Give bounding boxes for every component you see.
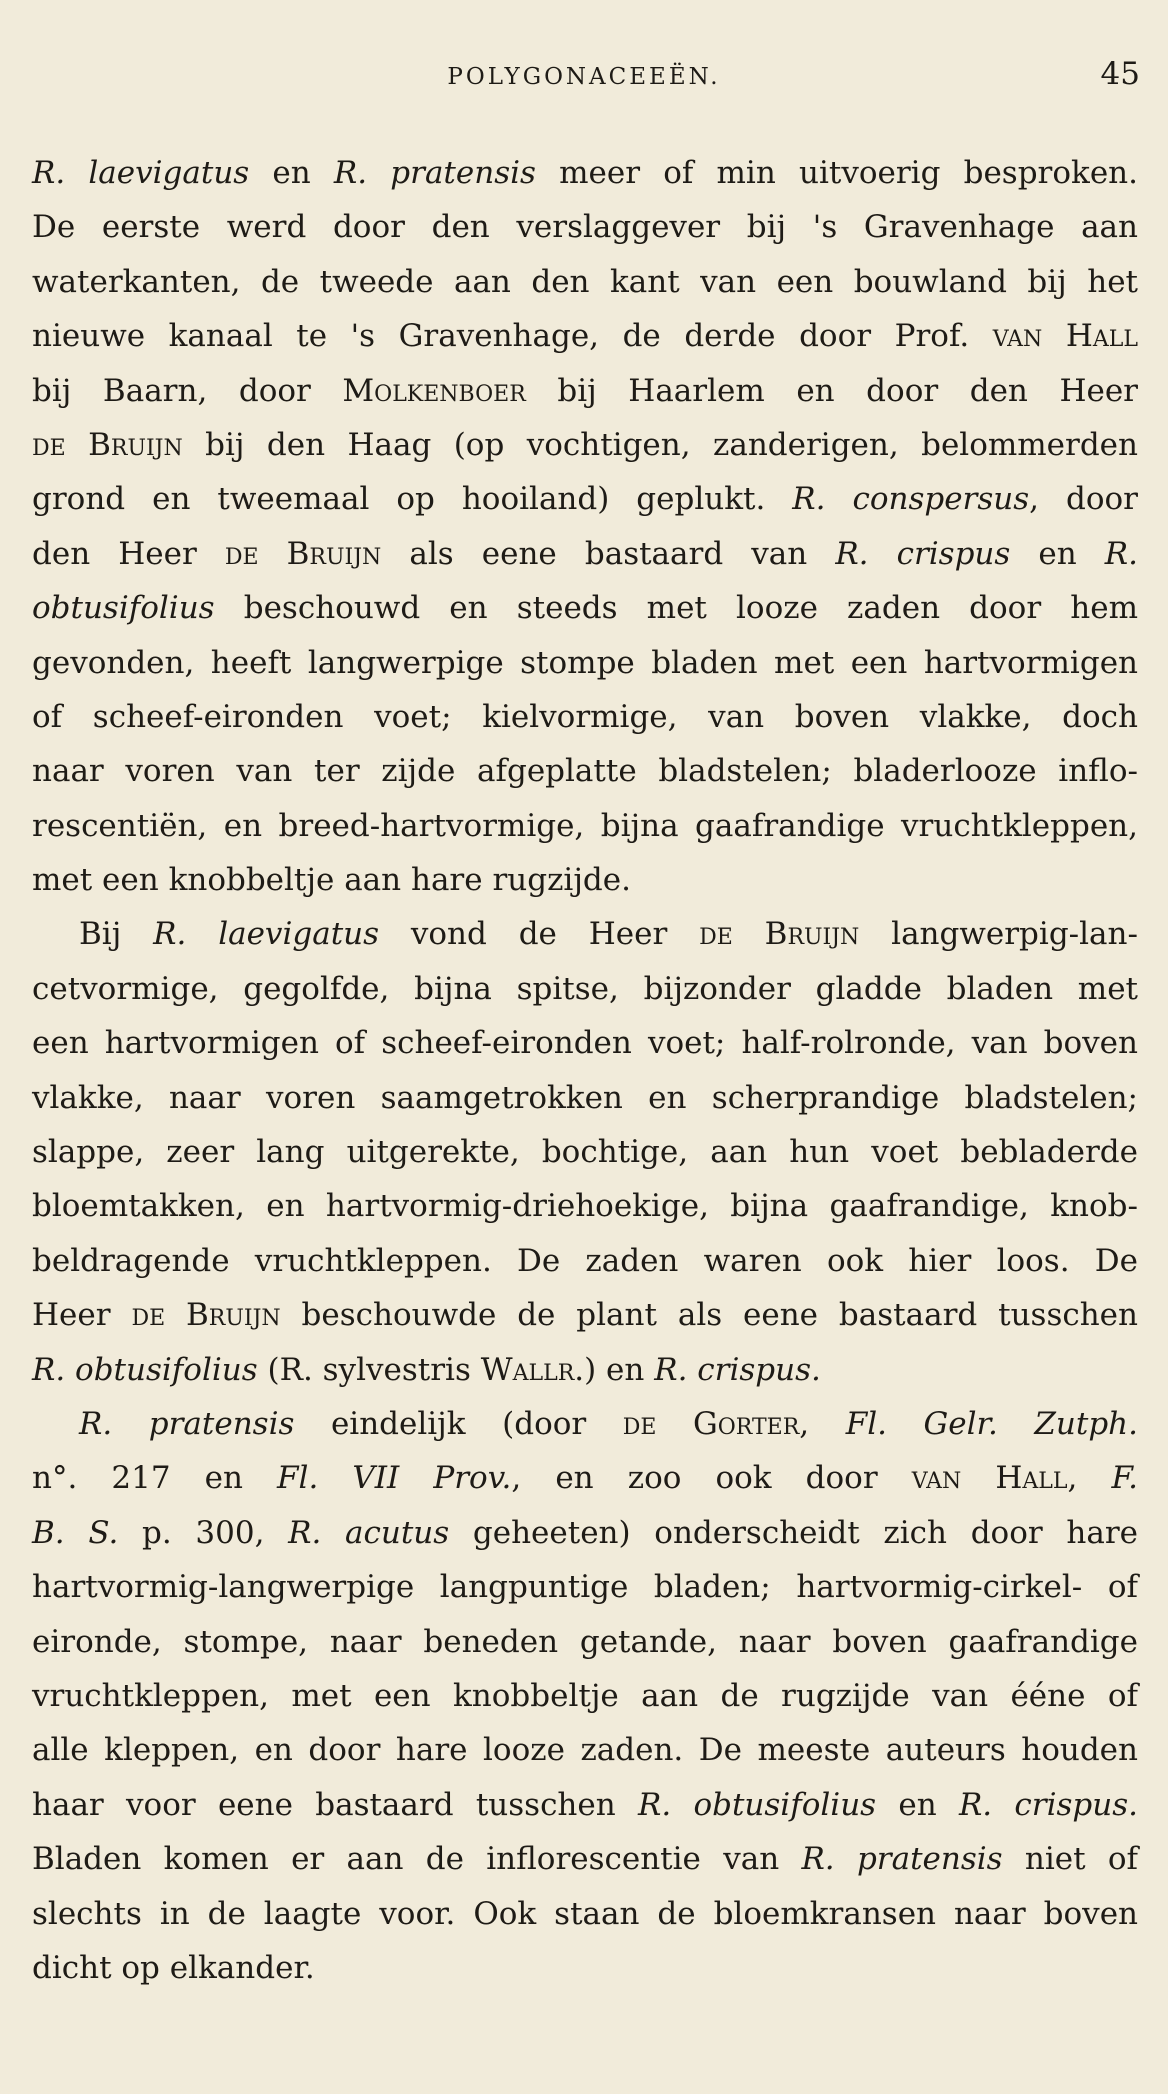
text-line (32, 1071, 1138, 1125)
italic-segment: F. (1111, 1460, 1138, 1497)
text-segment: gevonden, heeft langwerpige stompe bladen met een hartvormigen (32, 644, 1138, 681)
text-segment: haar voor eene bastaard tusschen (32, 1786, 638, 1823)
smallcaps-segment: Molkenboer (342, 372, 526, 409)
smallcaps-segment: van Hall (911, 1460, 1068, 1497)
text-segment: n°. 217 en (32, 1460, 278, 1497)
text-line (32, 636, 1138, 690)
text-segment: en (1010, 535, 1105, 572)
text-segment: eindelijk (door (294, 1405, 623, 1442)
text-segment: vlakke, naar voren saamgetrokken en scherprandige bladstelen; (32, 1079, 1138, 1116)
text-line (32, 255, 1138, 309)
text-segment: ) en (584, 1351, 655, 1388)
text-segment: en (249, 155, 334, 191)
text-line (32, 1397, 1138, 1451)
text-line (32, 799, 1138, 853)
text-segment: den Heer (32, 535, 225, 572)
smallcaps-segment: van Hall (992, 318, 1138, 355)
italic-segment: Fl. VII Prov. (277, 1460, 512, 1497)
italic-segment: R. obtusifolius (32, 1351, 258, 1388)
text-segment: vond de Heer (379, 916, 700, 953)
italic-segment: R. laevigatus (32, 155, 250, 191)
text-segment: beschouwde de plant als eene bastaard tusschen (280, 1297, 1138, 1334)
text-line (32, 1887, 1138, 1941)
text-segment: cetvormige, gegolfde, bijna spitse, bijzonder gladde bladen met (32, 970, 1138, 1007)
text-line (32, 1343, 1138, 1397)
text-segment: , (1067, 1460, 1112, 1497)
text-segment: dicht op elkander. (32, 1949, 315, 1986)
text-line (32, 581, 1138, 635)
text-line (32, 1234, 1138, 1288)
text-line (32, 200, 1138, 254)
text-segment: rescentiën, en breed-hartvormige, bijna gaafrandige vruchtkleppen, (32, 807, 1138, 844)
text-segment: , (799, 1405, 846, 1442)
text-line (32, 853, 1138, 907)
italic-segment: R. obtusifolius (638, 1786, 877, 1823)
running-head (0, 56, 1168, 96)
italic-segment: R. laevigatus (153, 916, 380, 953)
text-segment: bij Baarn, door (32, 372, 343, 409)
text-segment: De eerste werd door den verslaggever bij 's Gravenhage aan (32, 209, 1138, 246)
text-segment: als eene bastaard van (381, 535, 836, 572)
smallcaps-segment: de Gorter (622, 1405, 800, 1442)
text-segment: naar voren van ter zijde afgeplatte bladstelen; bladerlooze inflo- (32, 753, 1138, 790)
text-segment: bij Haarlem en door den Heer (525, 372, 1138, 409)
text-segment: (R. sylvestris (257, 1351, 481, 1388)
text-line (32, 1125, 1138, 1179)
text-line (32, 1560, 1138, 1614)
text-segment: grond en tweemaal op hooiland) geplukt. (32, 481, 793, 518)
text-line (32, 418, 1138, 472)
text-segment: geheeten) onderscheidt zich door hare (449, 1514, 1138, 1551)
italic-segment: R. crispus (835, 535, 1011, 572)
text-segment: en (876, 1786, 959, 1823)
text-line (32, 1723, 1138, 1777)
text-segment: slechts in de laagte voor. Ook staan de bloemkransen naar boven (32, 1895, 1138, 1932)
text-line (32, 527, 1138, 581)
text-line (32, 1506, 1138, 1560)
text-segment: , en zoo ook door (511, 1460, 912, 1497)
text-segment: of scheef-eironden voet; kielvormige, van boven vlakke, doch (32, 698, 1138, 735)
text-segment: p. 300, (118, 1514, 289, 1551)
italic-segment: R. pratensis (801, 1841, 1003, 1878)
text-line (32, 907, 1138, 961)
text-segment: hartvormig-langwerpige langpuntige bladen; hartvormig-cirkel- of (32, 1569, 1138, 1606)
text-line (32, 744, 1138, 798)
text-line (32, 1016, 1138, 1070)
body-text (32, 146, 1138, 1995)
italic-segment: R. pratensis (79, 1405, 295, 1442)
text-line (32, 364, 1138, 418)
smallcaps-segment: de Bruijn (131, 1297, 281, 1334)
italic-segment: R. conspersus (792, 481, 1030, 518)
text-segment: met een knobbeltje aan hare rugzijde. (32, 862, 631, 899)
italic-segment: obtusifolius (32, 590, 215, 627)
text-line (32, 1288, 1138, 1342)
italic-segment: R. crispus. (958, 1786, 1138, 1823)
text-segment: Bij (79, 916, 154, 953)
italic-segment: R. acutus (288, 1514, 450, 1551)
text-segment: waterkanten, de tweede aan den kant van een bouwland bij het (32, 263, 1138, 300)
text-segment: beldragende vruchtkleppen. De zaden waren ook hier loos. De (32, 1242, 1138, 1279)
text-segment: beschouwd en steeds met looze zaden door hem (214, 590, 1138, 627)
smallcaps-segment: Wallr. (480, 1351, 585, 1388)
text-segment: bij den Haag (op vochtigen, zanderigen, belommerden (182, 426, 1138, 463)
text-segment: een hartvormigen of scheef-eironden voet; half-rolronde, van boven (32, 1025, 1138, 1062)
smallcaps-segment: de Bruijn (224, 535, 382, 572)
text-segment: Heer (32, 1297, 132, 1334)
text-line (32, 1615, 1138, 1669)
text-line (32, 962, 1138, 1016)
text-segment: bloemtakken, en hartvormig-driehoekige, bijna gaafrandige, knob- (32, 1188, 1138, 1225)
text-line (32, 1669, 1138, 1723)
italic-segment: B. S. (32, 1514, 119, 1551)
text-line (32, 1941, 1138, 1995)
text-segment: Bladen komen er aan de inflorescentie van (32, 1841, 802, 1878)
italic-segment: R. pratensis (333, 155, 536, 191)
text-segment: slappe, zeer lang uitgerekte, bochtige, aan hun voet bebladerde (32, 1134, 1138, 1171)
text-segment: meer of min uitvoerig besproken. (535, 155, 1138, 191)
smallcaps-segment: de Bruijn (699, 916, 860, 953)
text-segment: langwerpig-lan- (859, 916, 1138, 953)
text-line (32, 1778, 1138, 1832)
text-segment: niet of (1002, 1841, 1138, 1878)
text-segment: , door (1029, 481, 1138, 518)
text-line (32, 309, 1138, 363)
text-segment: nieuwe kanaal te 's Gravenhage, de derde door Prof. (32, 318, 993, 355)
text-line (32, 1451, 1138, 1505)
text-segment: vruchtkleppen, met een knobbeltje aan de rugzijde van ééne of (32, 1677, 1138, 1714)
running-title: POLYGONACEEËN. (447, 64, 721, 90)
smallcaps-segment: de Bruijn (32, 426, 183, 463)
italic-segment: Fl. Gelr. Zutph. (845, 1405, 1138, 1442)
text-line (32, 690, 1138, 744)
text-line (32, 146, 1138, 200)
text-line (32, 1179, 1138, 1233)
text-line (32, 1832, 1138, 1886)
italic-segment: R. crispus. (654, 1351, 821, 1388)
text-segment: alle kleppen, en door hare looze zaden. De meeste auteurs houden (32, 1732, 1138, 1769)
page-number: 45 (1100, 56, 1140, 92)
italic-segment: R. (1104, 535, 1138, 572)
text-line (32, 472, 1138, 526)
text-segment: eironde, stompe, naar beneden getande, naar boven gaafrandige (32, 1623, 1138, 1660)
